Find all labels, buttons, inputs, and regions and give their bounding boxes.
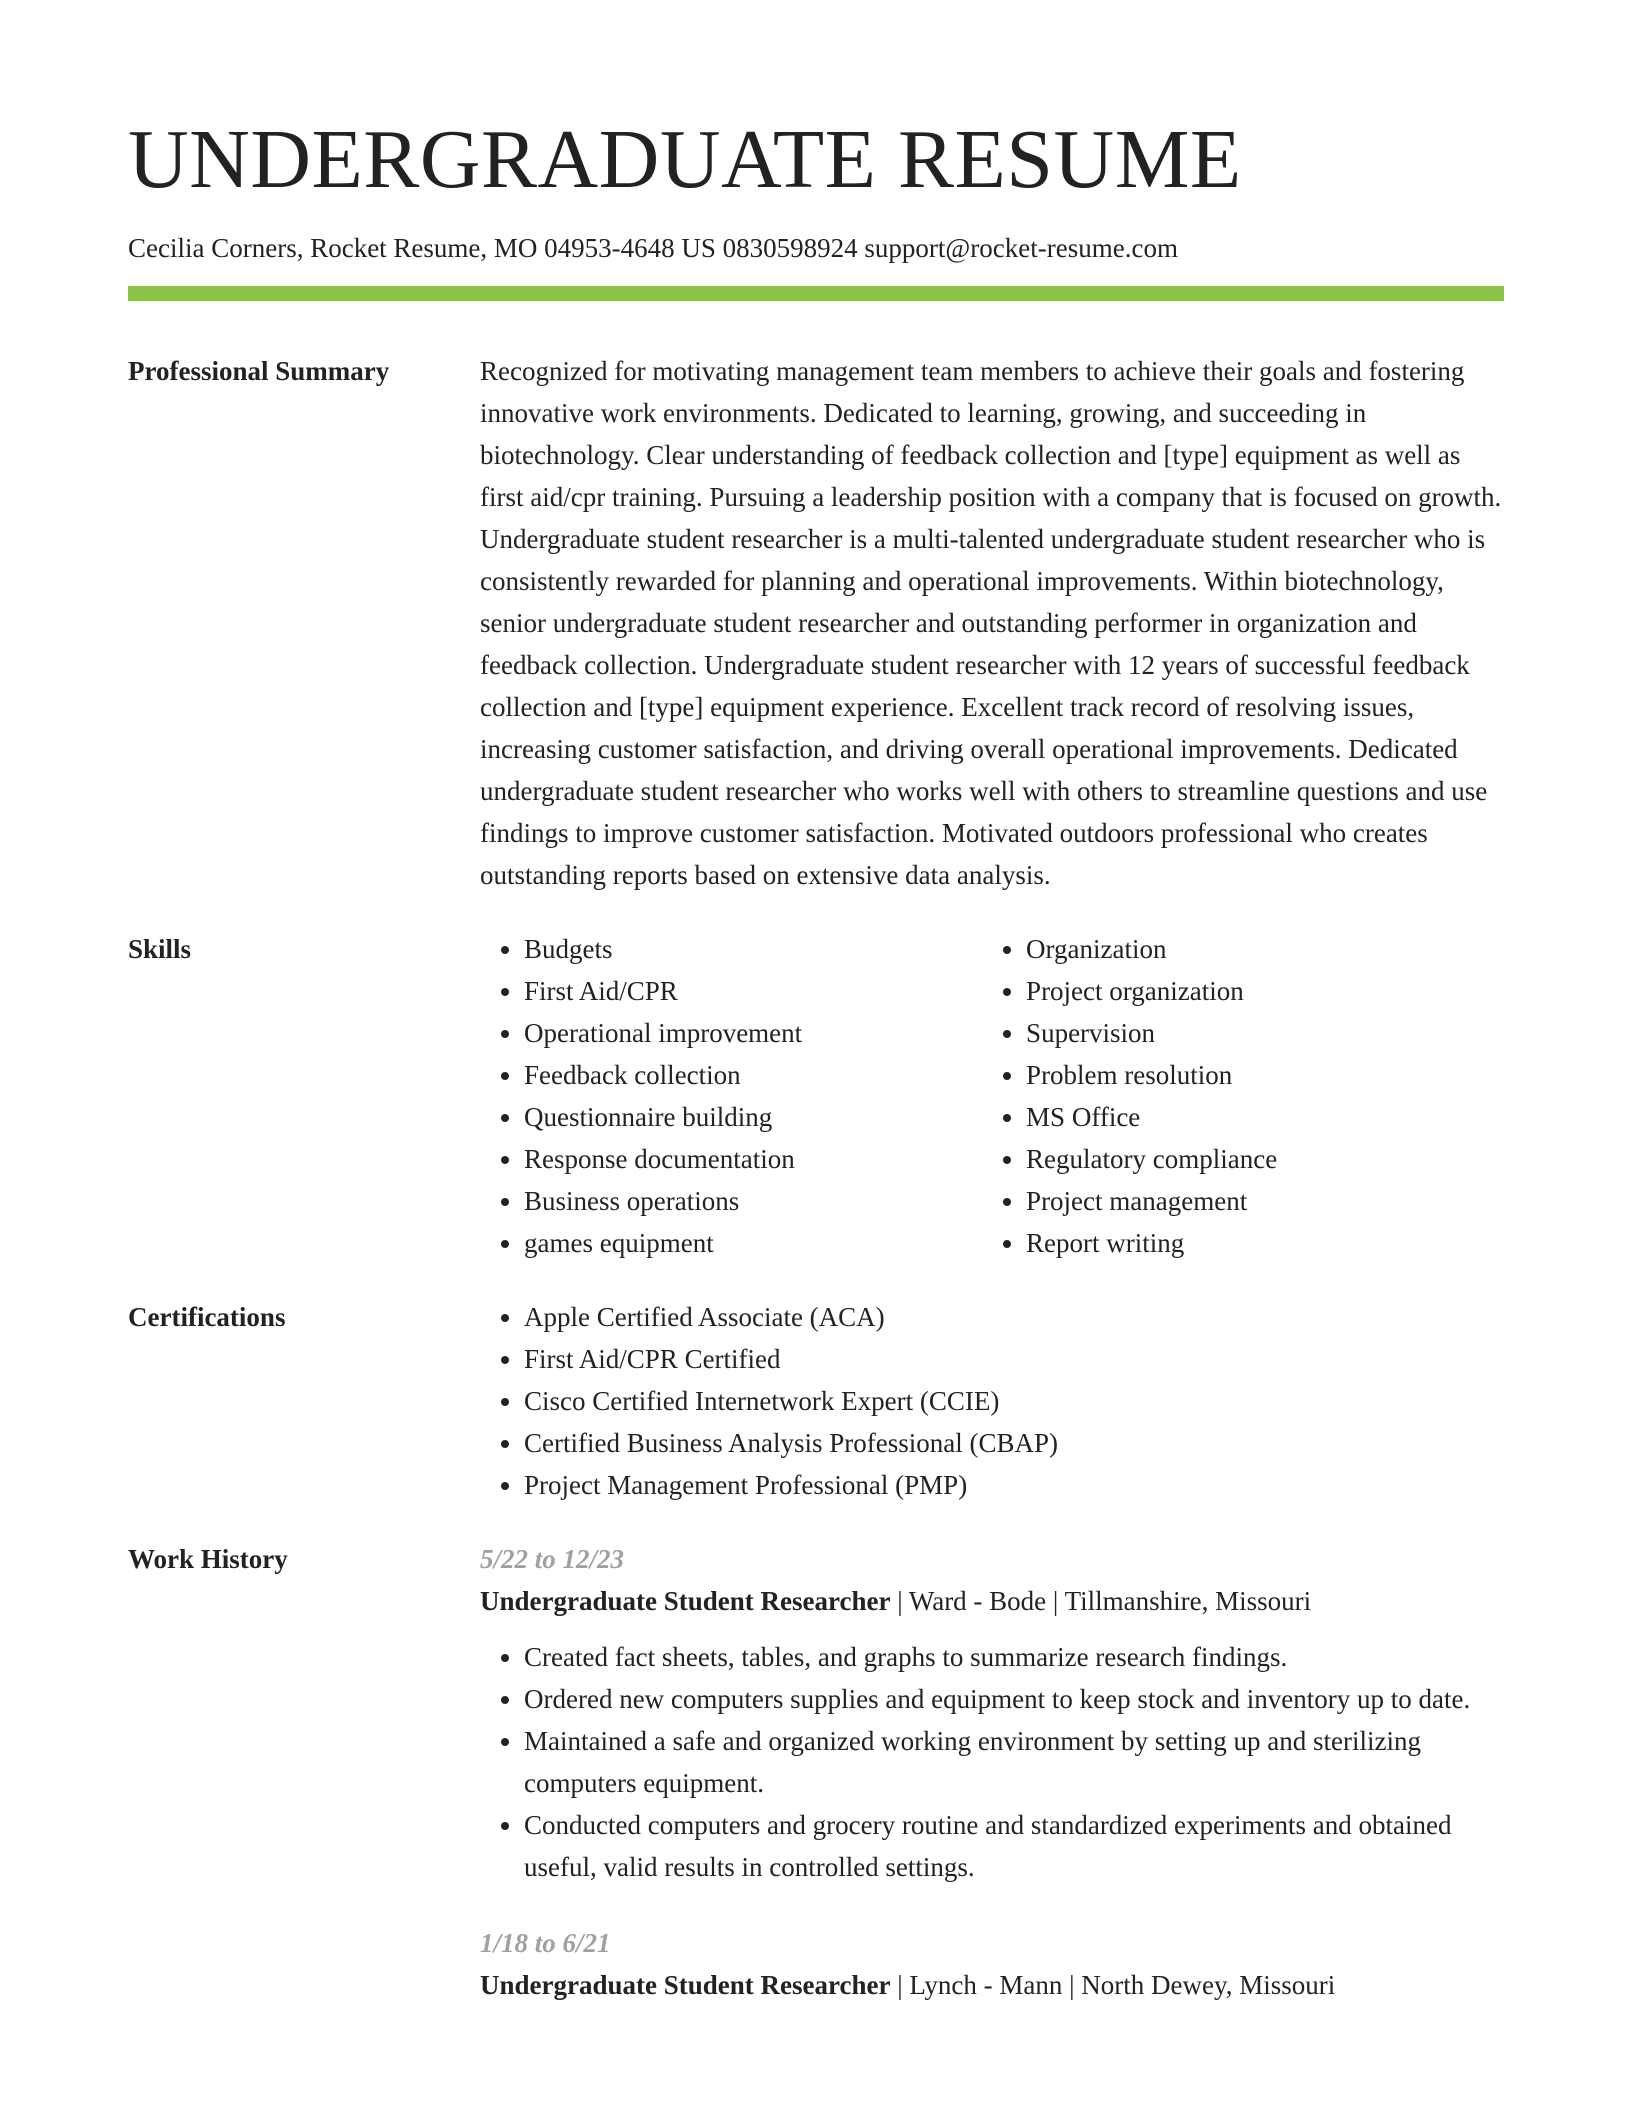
skill-item: • Organization (1026, 928, 1504, 970)
skills-list-right (982, 928, 1504, 1264)
skill-item: • Problem resolution (1026, 1054, 1504, 1096)
skill-item: • Regulatory compliance (1026, 1138, 1504, 1180)
certifications-list (480, 1296, 1504, 1506)
skill-item: • Budgets (524, 928, 982, 970)
skill-item: • MS Office (1026, 1096, 1504, 1138)
job-bullet: • Created fact sheets, tables, and graphs to summarize research findings. (524, 1636, 1504, 1678)
job-entry (480, 1538, 1504, 1888)
resume-sections (128, 350, 1504, 2072)
skills-grid (480, 928, 1504, 1264)
job-bullets (480, 1636, 1504, 1888)
certification-item: • Certified Business Analysis Professional (CBAP) (524, 1422, 1504, 1464)
skill-item: • Questionnaire building (524, 1096, 982, 1138)
skill-item: • Response documentation (524, 1138, 982, 1180)
job-company-line: | Lynch - Mann | North Dewey, Missouri (890, 1970, 1336, 2000)
certification-item: • Project Management Professional (PMP) (524, 1464, 1504, 1506)
section-skills (128, 928, 1504, 1264)
job-heading (480, 1580, 1504, 1622)
job-dates: 1/18 to 6/21 (480, 1928, 611, 1958)
section-label-certifications: Certifications (128, 1302, 286, 1332)
certification-item: • First Aid/CPR Certified (524, 1338, 1504, 1380)
summary-text: Recognized for motivating management team members to achieve their goals and fostering innovative work environments. Dedicated to learning, growing, and succeeding in biotechnology. Clear understanding of feedback collection and [type] equipment as well as first aid/cpr training. Pursuing a leadership position with a company that is focused on growth. Undergraduate student researcher is a multi-talented undergraduate student researcher who is consistently rewarded for planning and operational improvements. Within biotechnology, senior undergraduate student researcher and outstanding performer in organization and feedback collection. Undergraduate student researcher with 12 years of successful feedback collection and [type] equipment experience. Excellent track record of resolving issues, increasing customer satisfaction, and driving overall operational improvements. Dedicated undergraduate student researcher who works well with others to streamline questions and use findings to improve customer satisfaction. Motivated outdoors professional who creates outstanding reports based on extensive data analysis. (480, 356, 1502, 890)
skill-item: • Supervision (1026, 1012, 1504, 1054)
skill-item: • Project management (1026, 1180, 1504, 1222)
job-title: Undergraduate Student Researcher (480, 1970, 891, 2000)
skill-item: • Operational improvement (524, 1012, 982, 1054)
skill-item: • Report writing (1026, 1222, 1504, 1264)
skill-item: • Feedback collection (524, 1054, 982, 1096)
skill-item: • First Aid/CPR (524, 970, 982, 1012)
section-label-skills: Skills (128, 934, 192, 964)
section-certifications (128, 1296, 1504, 1506)
job-bullet: • Ordered new computers supplies and equipment to keep stock and inventory up to date. (524, 1678, 1504, 1720)
job-entry (480, 1922, 1504, 2006)
job-bullet: • Conducted computers and grocery routine and standardized experiments and obtained useful, valid results in controlled settings. (524, 1804, 1504, 1888)
skill-item: • Project organization (1026, 970, 1504, 1012)
certification-item: • Apple Certified Associate (ACA) (524, 1296, 1504, 1338)
job-company-line: | Ward - Bode | Tillmanshire, Missouri (890, 1586, 1312, 1616)
job-heading (480, 1964, 1504, 2006)
certification-item: • Cisco Certified Internetwork Expert (CCIE) (524, 1380, 1504, 1422)
job-dates: 5/22 to 12/23 (480, 1544, 625, 1574)
section-professional-summary (128, 350, 1504, 896)
section-work-history (128, 1538, 1504, 2040)
section-label-summary: Professional Summary (128, 356, 390, 386)
section-label-work-history: Work History (128, 1544, 288, 1574)
skills-list-left (480, 928, 982, 1264)
accent-divider (128, 286, 1504, 301)
resume-title: UNDERGRADUATE RESUME (128, 113, 1242, 206)
job-title: Undergraduate Student Researcher (480, 1586, 891, 1616)
skill-item: • games equipment (524, 1222, 982, 1264)
skill-item: • Business operations (524, 1180, 982, 1222)
job-bullet: • Maintained a safe and organized working environment by setting up and sterilizing computers equipment. (524, 1720, 1504, 1804)
contact-line: Cecilia Corners, Rocket Resume, MO 04953-4648 US 0830598924 support@rocket-resume.com (128, 233, 1178, 263)
